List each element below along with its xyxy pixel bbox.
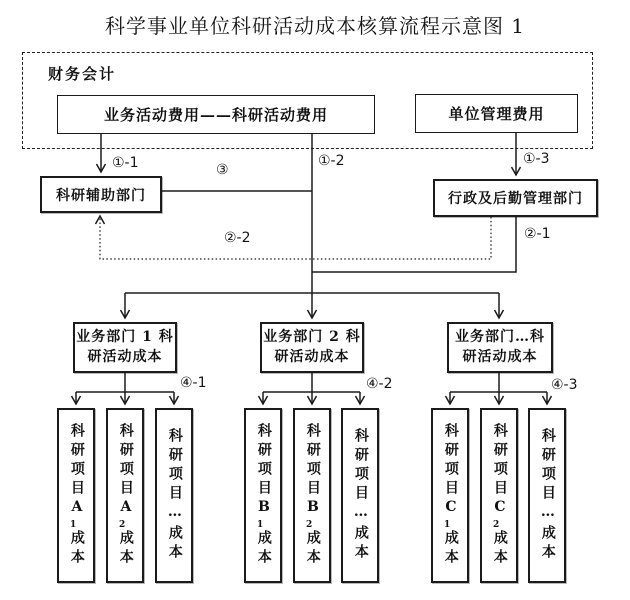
proj-a3-var: …: [166, 504, 183, 525]
proj-b3-suffix: 成本: [352, 525, 369, 563]
biz1-line1: 业务部门 1 科: [76, 328, 174, 345]
project-cost-box-c2: [480, 408, 518, 583]
proj-a1-sub: 1: [68, 520, 79, 530]
proj-c1-prefix: 科研项目: [442, 423, 459, 499]
flow-label-4-2: ④-2: [366, 376, 393, 392]
proj-a1-prefix: 科研项目: [68, 423, 85, 499]
biz1-line2: 研活动成本: [87, 348, 163, 365]
line-2-1: [312, 217, 516, 272]
flow-label-1-1: ①-1: [112, 155, 139, 171]
proj-b2-sub: 2: [304, 520, 315, 530]
proj-b3-var: …: [352, 504, 369, 525]
proj-c3-prefix: 科研项目: [539, 428, 556, 504]
proj-b1-var: B: [255, 499, 272, 520]
project-cost-box-a1: [57, 408, 95, 583]
proj-c2-sub: 2: [491, 520, 502, 530]
proj-a2-prefix: 科研项目: [117, 423, 134, 499]
project-cost-box-a2: [106, 408, 144, 583]
flow-label-4-3: ④-3: [551, 377, 578, 393]
unit-admin-expense-box: 单位管理费用: [415, 94, 578, 133]
proj-c1-var: C: [442, 499, 459, 520]
proj-a3-prefix: 科研项目: [166, 428, 183, 504]
business-dept-1-cost-box: [73, 322, 177, 373]
flow-label-4-1: ④-1: [180, 375, 207, 391]
project-cost-box-a-more: [155, 408, 193, 583]
dotted-line-2-2: [100, 216, 491, 259]
proj-b1-suffix: 成本: [255, 530, 272, 568]
biz2-line2: 研活动成本: [274, 348, 350, 365]
diagram-title: 科学事业单位科研活动成本核算流程示意图 1: [104, 14, 526, 38]
biz2-line1: 业务部门 2 科: [263, 328, 361, 345]
proj-c2-suffix: 成本: [491, 530, 508, 568]
proj-a1-suffix: 成本: [68, 530, 85, 568]
business-dept-2-cost-box: [260, 322, 364, 373]
project-cost-box-b1: [244, 408, 282, 583]
flow-label-2-2: ②-2: [224, 230, 251, 246]
project-cost-box-b2: [293, 408, 331, 583]
proj-c3-var: …: [539, 504, 556, 525]
admin-logistics-dept-box: 行政及后勤管理部门: [433, 179, 598, 217]
project-cost-box-c-more: [528, 408, 566, 583]
proj-c2-prefix: 科研项目: [491, 423, 508, 499]
flow-label-1-2: ①-2: [318, 153, 345, 169]
research-aux-dept-box: 科研辅助部门: [40, 176, 162, 213]
proj-b2-prefix: 科研项目: [304, 423, 321, 499]
biz3-line1: 业务部门…科: [455, 328, 545, 345]
flow-label-3: ③: [216, 162, 229, 178]
proj-b3-prefix: 科研项目: [352, 428, 369, 504]
project-cost-box-b-more: [341, 408, 379, 583]
proj-b2-suffix: 成本: [304, 530, 321, 568]
proj-a3-suffix: 成本: [166, 525, 183, 563]
proj-b2-var: B: [304, 499, 321, 520]
proj-c2-var: C: [491, 499, 508, 520]
business-activity-expense-box: 业务活动费用——科研活动费用: [57, 95, 375, 134]
proj-b1-prefix: 科研项目: [255, 423, 272, 499]
proj-b1-sub: 1: [255, 520, 266, 530]
proj-c3-suffix: 成本: [539, 525, 556, 563]
proj-c1-suffix: 成本: [442, 530, 459, 568]
proj-c1-sub: 1: [442, 520, 453, 530]
proj-a1-var: A: [68, 499, 85, 520]
project-cost-box-c1: [431, 408, 469, 583]
proj-a2-suffix: 成本: [117, 530, 134, 568]
proj-a2-var: A: [117, 499, 134, 520]
proj-a2-sub: 2: [117, 520, 128, 530]
flow-label-2-1: ②-1: [524, 226, 551, 242]
flow-label-1-3: ①-3: [523, 151, 550, 167]
business-dept-n-cost-box: [447, 322, 553, 373]
biz3-line2: 研活动成本: [462, 348, 538, 365]
finance-group-label: 财务会计: [48, 65, 117, 83]
